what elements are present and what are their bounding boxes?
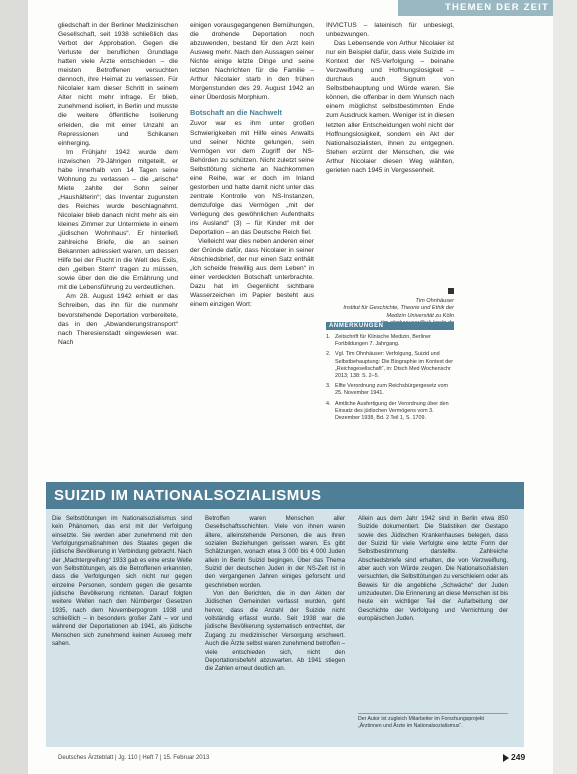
note-item bbox=[326, 351, 454, 380]
paragraph: gliedschaft in der Berliner Medizinischen Gesellschaft, seit 1938 schließlich das Verbot der Approbation. Gegen die Verluste der beruflichen Grundlage hatten viele Ärzte entschieden – die meisten Betroffenen versuchten dennoch, ihre Heimat zu verlassen. Für Nicolaier kam dieser Schritt in seinem Alter nicht mehr infrage. Er blieb, zunehmend isoliert, in Berlin und musste die weitere öffentliche Isolierung erleiden, die mit einer Unzahl an Repressionen und Schikanen einherging. bbox=[58, 22, 178, 147]
box-column-1 bbox=[52, 515, 192, 745]
note-item bbox=[326, 334, 454, 348]
note-item bbox=[326, 383, 454, 397]
notes-list bbox=[326, 334, 454, 425]
paragraph: Von den Berichten, die in den Akten der Jüdischen Gemeinden verfasst wurden, geht hervor, dass die Anzahl der Suizide nicht vollständig erfasst wurde. Seit 1938 war die jüdische Bevölkerung systematisch entrechtet, der Zugang zu medizinischer Versorgung erschwert. Auch die Ärzte selbst waren zunehmend betroffen – viele entschieden sich, nicht den Deportationsbefehl abzuwarten. Ab 1941 stiegen die Zahlen erneut deutlich an. bbox=[205, 590, 345, 673]
note-text: Elfte Verordnung zum Reichsbürgergesetz vom 25. November 1941. bbox=[335, 383, 448, 397]
paragraph: Im Frühjahr 1942 wurde dem inzwischen 79-Jährigen mitgeteilt, er habe innerhalb von 14 Tagen seine Wohnung zu verlassen – die „arische“ Miete zahlte der Sohn seiner „Haushälterin“; das Inventar zugunsten des Reiches wurde beschlagnahmt. Nicolaier blieb danach nicht mehr als ein kleines Zimmer zur Untermiete in einem „jüdischen Wohnhaus“. Er hinterließ zahlreiche Briefe, die an seinen Bekannten adressiert waren, um dessen Hilfe bei der Flucht in die Welt des Exils, den „gelben Stern“ tragen zu müssen, sowie über den die die Ernährung und mit die Lebensführung zu verdeutlichen. bbox=[58, 148, 178, 292]
paragraph: INVICTUS – lateinisch für unbesiegt, unbezwungen. bbox=[326, 22, 454, 39]
page-number-value: 249 bbox=[511, 752, 526, 762]
note-number: 2. bbox=[326, 351, 331, 358]
article-column-1 bbox=[58, 21, 178, 471]
paragraph: Am 28. August 1942 erhielt er das Schreiben, das ihn für die nunmehr bevorstehende Deportation vorbereitete, das in den „Abwanderungstransport“ nach Theresienstadt eingewiesen war. Nach bbox=[58, 293, 178, 346]
note-number: 4. bbox=[326, 400, 331, 407]
sidebar-box-title: SUIZID IM NATIONALSOZIALISMUS bbox=[54, 487, 322, 504]
page-gutter bbox=[0, 0, 28, 774]
note-text: Zeitschrift für Klinische Medizin, Berliner Fortbildungen 7. Jahrgang. bbox=[335, 334, 431, 348]
arrow-icon bbox=[503, 754, 509, 762]
notes-heading: ANMERKUNGEN bbox=[326, 322, 454, 330]
page-number bbox=[503, 752, 525, 762]
paragraph: Die Selbsttötungen im Nationalsozialismus sind kein Phänomen, das erst mit der Verfolgung einsetzte. Sie werden aber zunehmend mit den Verfolgungsmaßnahmen des Staates gegen die jüdische Bevölkerung in Verbindung gebracht. Nach der „Machtergreifung“ 1933 gab es eine erste Welle von Selbsttötungen, als die Betroffenen erkannten, dass die Verfolgungen sich nicht nur gegen einzelne Personen, sondern gegen die gesamte jüdische Bevölkerung richteten. Darauf folgten weitere Wellen nach den Nürnberger Gesetzen 1935, nach dem Novemberpogrom 1938 und schließlich – in besonders großer Zahl – vor und während der Deportationen ab 1941, als jüdische Menschen sich zunehmend keinen Ausweg mehr sahen. bbox=[52, 515, 192, 648]
article-column-2 bbox=[190, 21, 314, 471]
box-column-2 bbox=[205, 515, 345, 745]
paragraph: Das Lebensende von Arthur Nicolaier ist nur ein Beispiel dafür, dass viele Suizide im Kontext der NS-Verfolgung – beinahe Verzweiflung und Hoffnungslosigkeit – durchaus auch Signum von Selbstbehauptung und Würde waren. Sie können, die offenbar in dem Wunsch nach einem möglichst selbstbestimmten Ende zum Ausdruck kamen. Weniger ist in diesen letzten aller Entscheidungen wohl nicht der Hoffnungslosigkeit, sondern ein Akt der Nationalsozialisten, ihnen zu entgegnen. Stehen erzürnt der Menschen, die wie Arthur Nicolaier diesen Weg wählten, gerieten nach 1945 in Vergessenheit. bbox=[326, 40, 454, 174]
note-number: 3. bbox=[326, 383, 331, 390]
section-header bbox=[398, 0, 553, 16]
note-text: Amtliche Ausfertigung der Verordnung über den Einsatz des jüdischen Vermögens vom 3. Dezember 1938, Bd. 2 Teil 1, S. 1709. bbox=[335, 400, 449, 422]
page-footer: Deutsches Ärzteblatt | Jg. 110 | Heft 7 | 15. Februar 2013 bbox=[58, 755, 210, 761]
subheading: Botschaft an die Nachwelt bbox=[190, 108, 282, 118]
author-affiliation: Institut für Geschichte, Theorie und Ethik der Medizin Universität zu Köln bbox=[343, 305, 454, 319]
end-of-article-icon bbox=[448, 288, 454, 294]
paragraph: einigen vorausgegangenen Bemühungen, die drohende Deportation noch abzuwenden, bestand für den Arzt kein Ausweg mehr. Nach den Aussagen seiner Nichte einige letzte Dinge und seine letzten Nachrichten für die Familie – Arthur Nicolaier starb in den frühen Morgenstunden des 29. August 1942 an einer Überdosis Morphium. bbox=[190, 22, 314, 102]
article-column-3 bbox=[326, 21, 454, 311]
paragraph: Betroffen waren Menschen aller Gesellschaftsschichten. Viele von ihnen waren ältere, alleinstehende Personen, die aus ihren sozialen Beziehungen gerissen waren. Es gibt Schätzungen, wonach etwa 3 000 bis 4 000 Juden allein in Berlin Suizid begingen. Über das Thema Suizid der deutschen Juden in der NS-Zeit ist in den vergangenen Jahren einiges geforscht und geschrieben worden. bbox=[205, 515, 345, 589]
box-footnote: Der Autor ist zugleich Mitarbeiter im Forschungsprojekt „Ärztinnen und Ärzte im Nationalsozialismus“. bbox=[358, 713, 508, 730]
paragraph: Vielleicht war dies neben anderen einer der Gründe dafür, dass Nicolaier in seiner Abschiedsbrief, der nur einen Satz enthält „Ich scheide freiwillig aus dem Leben“ in einer verdeckten Botschaft unterbrachte. Dazu hat im Gegenlicht sichtbare Wasserzeichen im Papier besteht aus einem einzigen Wort: bbox=[190, 238, 314, 309]
note-item bbox=[326, 401, 454, 423]
box-column-3 bbox=[358, 515, 508, 713]
paragraph: Zuvor war es ihm unter großen Schwierigkeiten mit Hilfe eines Anwalts und seiner Nichte gelungen, sein Vermögen vor dem Zugriff der NS-Behörden zu schützen. Nicht zuletzt seine Selbsttötung sicherte an Nachkommen eine Reihe, war er doch im Inland gestorben und hatte damit nicht unter das zentrale Kontrolle von NS-Instanzen, demzufolge das Vermögen „mit der Verlegung des gewöhnlichen Aufenthalts ins Ausland“ (3) – für Kinder mit der Deportation – an das Deutsche Reich fiel. bbox=[190, 120, 314, 237]
section-header-label: THEMEN DER ZEIT bbox=[444, 2, 549, 13]
note-number: 1. bbox=[326, 334, 331, 340]
note-text: Vgl. Tim Ohnhäuser: Verfolgung, Suizid und Selbstbehauptung: Die Biographie im Kontext der „Reichsgesellschaft“, in: Dtsch Med Wochenschr 2013; 138: S. 2–5. bbox=[335, 351, 454, 380]
author-name: Tim Ohnhäuser bbox=[415, 297, 454, 304]
paragraph: Allein aus dem Jahr 1942 sind in Berlin etwa 850 Suizide dokumentiert. Die Statistiken der Gestapo sowie des Jüdischen Krankenhauses belegen, dass der Suizid für viele Verfolgte eine letzte Form der Selbstbestimmung darstellte. Zahlreiche Abschiedsbriefe sind erhalten, die von Verzweiflung, aber auch von Würde zeugen. Die Nationalsozialisten versuchten, die Selbsttötungen zu verschleiern oder als Beweis für die angebliche „Schwäche“ der Juden umzudeuten. Die Erinnerung an diese Menschen ist bis heute ein wichtiger Teil der Aufarbeitung der Geschichte der Verfolgung und Vernichtung der europäischen Juden. bbox=[358, 515, 508, 623]
